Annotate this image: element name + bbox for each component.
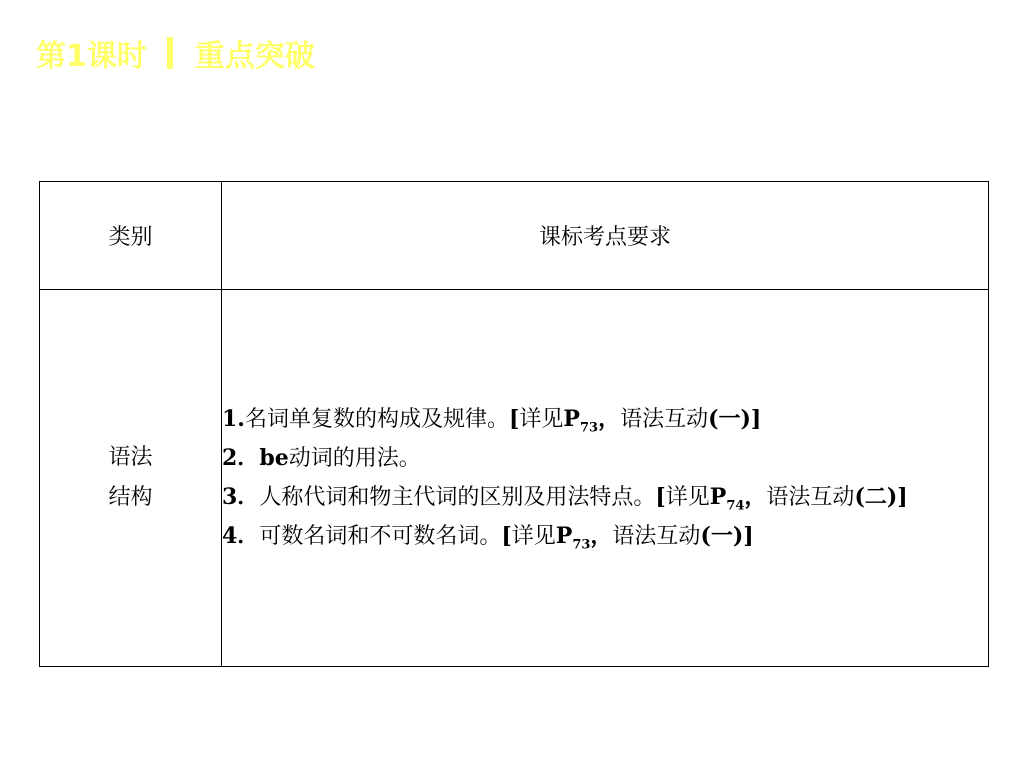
item-text: 动词的用法。 [288,446,421,471]
page-number: 74 [726,498,745,514]
ref-section: (一)] [708,406,762,432]
category-line: 语法 [108,445,153,470]
table-header-row [40,182,989,290]
ref-bracket: [ [508,406,520,432]
ref-target: 语法互动 [620,407,709,432]
item-text: 人称代词和物主代词的区别及用法特点。 [259,485,656,510]
item-text: 可数名词和不可数名词。 [259,524,502,549]
page-prefix: P [563,406,580,432]
item-number: 4． [222,523,260,549]
category-cell [40,290,222,667]
requirement-item [222,439,988,478]
page-prefix: P [709,484,727,510]
item-text: 名词单复数的构成及规律。 [244,407,509,432]
requirement-item [222,478,988,517]
ref-section: (二)] [854,484,908,510]
page-number: 73 [572,537,591,553]
requirement-item [222,517,988,556]
ref-bracket: [ [655,484,666,510]
item-number: 3． [222,484,260,510]
column-header-category: 类别 [40,182,222,290]
requirements-cell [222,290,989,667]
requirement-item [222,400,988,439]
lesson-label: 第1课时 [36,39,147,74]
ref-label: 详见 [665,485,710,510]
slide-header [36,33,315,73]
requirements-table [39,181,989,667]
item-bold-prefix: be [259,445,289,471]
ref-separator: ， [598,406,621,432]
item-number: 2． [222,445,260,471]
page-prefix: P [555,523,573,549]
ref-label: 详见 [511,524,556,549]
ref-label: 详见 [519,407,564,432]
ref-separator: ， [590,523,613,549]
topic-label: 重点突破 [194,39,315,74]
ref-target: 语法互动 [766,485,855,510]
ref-section: (一)] [700,523,754,549]
ref-bracket: [ [501,523,512,549]
ref-target: 语法互动 [612,524,701,549]
category-line: 结构 [108,485,153,510]
column-header-requirements: 课标考点要求 [222,182,989,290]
table-row [40,290,989,667]
ref-separator: ， [744,484,767,510]
header-separator [167,37,173,69]
page-number: 73 [579,420,599,436]
item-number: 1. [222,406,245,432]
